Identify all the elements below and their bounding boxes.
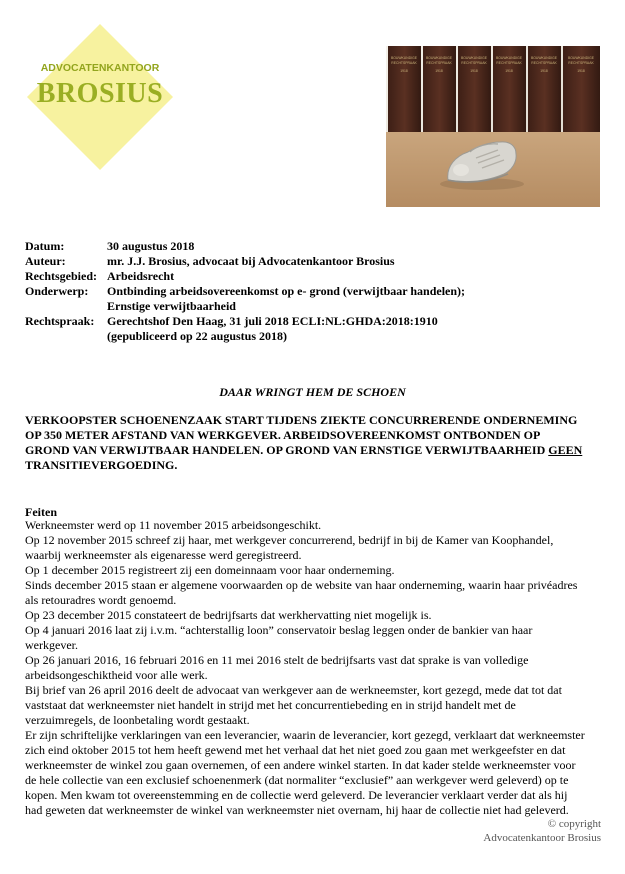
article-headline: DAAR WRINGT HEM DE SCHOEN bbox=[219, 385, 406, 399]
datum-label: Datum: bbox=[25, 239, 65, 253]
subtitle-underlined: GEEN bbox=[548, 443, 583, 457]
body-paragraph: Op 4 januari 2016 laat zij i.v.m. “achterstallig loon” conservatoir beslag leggen onder de bankier van haar werkgever. bbox=[25, 623, 533, 652]
svg-text:RECHTSPRAAK: RECHTSPRAAK bbox=[568, 61, 594, 65]
rechtsgebied-value: Arbeidsrecht bbox=[107, 269, 175, 283]
svg-text:RECHTSPRAAK: RECHTSPRAAK bbox=[531, 61, 557, 65]
svg-text:1918: 1918 bbox=[400, 69, 408, 73]
svg-text:RECHTSPRAAK: RECHTSPRAAK bbox=[461, 61, 487, 65]
subtitle-part1: VERKOOPSTER SCHOENENZAAK START TIJDENS ZIEKTE CONCURRERENDE ONDERNEMING OP 350 METER AFSTAND VAN WERKGEVER. ARBEIDSOVEREENKOMST ONTBONDEN OP GROND VAN VERWIJTBAAR HANDELEN. OP GROND VAN ERNSTIGE VERWIJTBAARHEID bbox=[25, 413, 578, 457]
svg-text:BOUWKUNDIGE: BOUWKUNDIGE bbox=[531, 56, 557, 60]
meta-row-auteur bbox=[25, 254, 557, 269]
photo-graphic bbox=[386, 46, 600, 207]
onderwerp-value: Ontbinding arbeidsovereenkomst op e- grond (verwijtbaar handelen); Ernstige verwijtbaarheid bbox=[107, 284, 466, 313]
copyright-line1: © copyright bbox=[547, 818, 601, 830]
rechtsgebied-label: Rechtsgebied: bbox=[25, 269, 97, 283]
svg-text:BOUWKUNDIGE: BOUWKUNDIGE bbox=[568, 56, 594, 60]
onderwerp-label: Onderwerp: bbox=[25, 284, 89, 298]
body-paragraph: Bij brief van 26 april 2016 deelt de advocaat van werkgever aan de werkneemster, kort gezegd, mede dat tot dat vaststaat dat werkneemster niet handelt in strijd met het concurrentiebeding en in strijd handelt met de verzuimregels, de loonbetaling wordt gestaakt. bbox=[25, 683, 562, 727]
svg-text:1918: 1918 bbox=[540, 69, 548, 73]
body-paragraph: Op 26 januari 2016, 16 februari 2016 en 11 mei 2016 stelt de bedrijfsarts vast dat sprake is van volledige arbeidsongeschiktheid voor alle werk. bbox=[25, 653, 529, 682]
svg-text:BOUWKUNDIGE: BOUWKUNDIGE bbox=[426, 56, 452, 60]
logo-main-text: BROSIUS bbox=[36, 78, 164, 109]
article-subtitle bbox=[25, 413, 585, 473]
svg-text:BOUWKUNDIGE: BOUWKUNDIGE bbox=[391, 56, 417, 60]
body-paragraph: Op 12 november 2015 schreef zij haar, met werkgever concurrerend, bedrijf in bij de Kamer van Koophandel, waarbij werkneemster als eigenaresse werd geregistreerd. bbox=[25, 533, 554, 562]
section-title-feiten: Feiten bbox=[25, 505, 57, 519]
meta-row-rechtsgebied bbox=[25, 269, 557, 284]
body-paragraph: Op 23 december 2015 constateert de bedrijfsarts dat werkhervatting niet mogelijk is. bbox=[25, 608, 432, 622]
body-paragraph: Op 1 december 2015 registreert zij een domeinnaam voor haar onderneming. bbox=[25, 563, 395, 577]
logo-graphic bbox=[25, 22, 175, 172]
datum-value: 30 augustus 2018 bbox=[107, 239, 195, 253]
copyright-line2: Advocatenkantoor Brosius bbox=[483, 832, 601, 844]
svg-text:1918: 1918 bbox=[505, 69, 513, 73]
article-metadata bbox=[25, 239, 557, 344]
logo-top-text: ADVOCATENKANTOOR bbox=[40, 62, 160, 74]
books bbox=[388, 46, 600, 132]
meta-row-rechtspraak bbox=[25, 314, 557, 344]
rechtspraak-label: Rechtspraak: bbox=[25, 314, 95, 328]
svg-text:BOUWKUNDIGE: BOUWKUNDIGE bbox=[461, 56, 487, 60]
rechtspraak-value: Gerechtshof Den Haag, 31 juli 2018 ECLI:NL:GHDA:2018:1910 (gepubliceerd op 22 augustus 2018) bbox=[107, 314, 438, 343]
copyright-notice bbox=[483, 817, 601, 845]
meta-row-onderwerp bbox=[25, 284, 557, 314]
article-body bbox=[25, 518, 587, 818]
meta-row-datum bbox=[25, 239, 557, 254]
body-paragraph: Er zijn schriftelijke verklaringen van een leverancier, waarin de leverancier, kort gezegd, verklaart dat werkneemster zich eind oktober 2015 tot hem heeft gewend met het verhaal dat het niet goed zou gaan met werkgeefster en dat werkneemster de winkel zou gaan overnemen, of een andere winkel starten. In dat kader stelde werkneemster voor de hele collectie van een exclusief schoenenmerk (dat normaliter “exclusief” aan werkgever werd geleverd) op te kopen. Men kwam tot overeenstemming en de collectie werd geleverd. De leverancier verklaart verder dat als hij had geweten dat werkneemster de winkel van werkneemster niet overnam, hij haar de collectie niet had geleverd. bbox=[25, 728, 585, 817]
brosius-logo bbox=[25, 22, 175, 172]
svg-text:1918: 1918 bbox=[470, 69, 478, 73]
svg-text:BOUWKUNDIGE: BOUWKUNDIGE bbox=[496, 56, 522, 60]
auteur-value: mr. J.J. Brosius, advocaat bij Advocatenkantoor Brosius bbox=[107, 254, 395, 268]
subtitle-part2: TRANSITIEVERGOEDING. bbox=[25, 458, 178, 472]
body-paragraph: Werkneemster werd op 11 november 2015 arbeidsongeschikt. bbox=[25, 518, 322, 532]
body-paragraph: Sinds december 2015 staan er algemene voorwaarden op de website van haar onderneming, waarin haar privéadres als retouradres wordt genoemd. bbox=[25, 578, 578, 607]
svg-text:RECHTSPRAAK: RECHTSPRAAK bbox=[426, 61, 452, 65]
shoe-photo bbox=[386, 46, 600, 207]
svg-text:RECHTSPRAAK: RECHTSPRAAK bbox=[496, 61, 522, 65]
svg-text:1918: 1918 bbox=[435, 69, 443, 73]
auteur-label: Auteur: bbox=[25, 254, 66, 268]
svg-text:RECHTSPRAAK: RECHTSPRAAK bbox=[391, 61, 417, 65]
svg-text:1918: 1918 bbox=[577, 69, 585, 73]
